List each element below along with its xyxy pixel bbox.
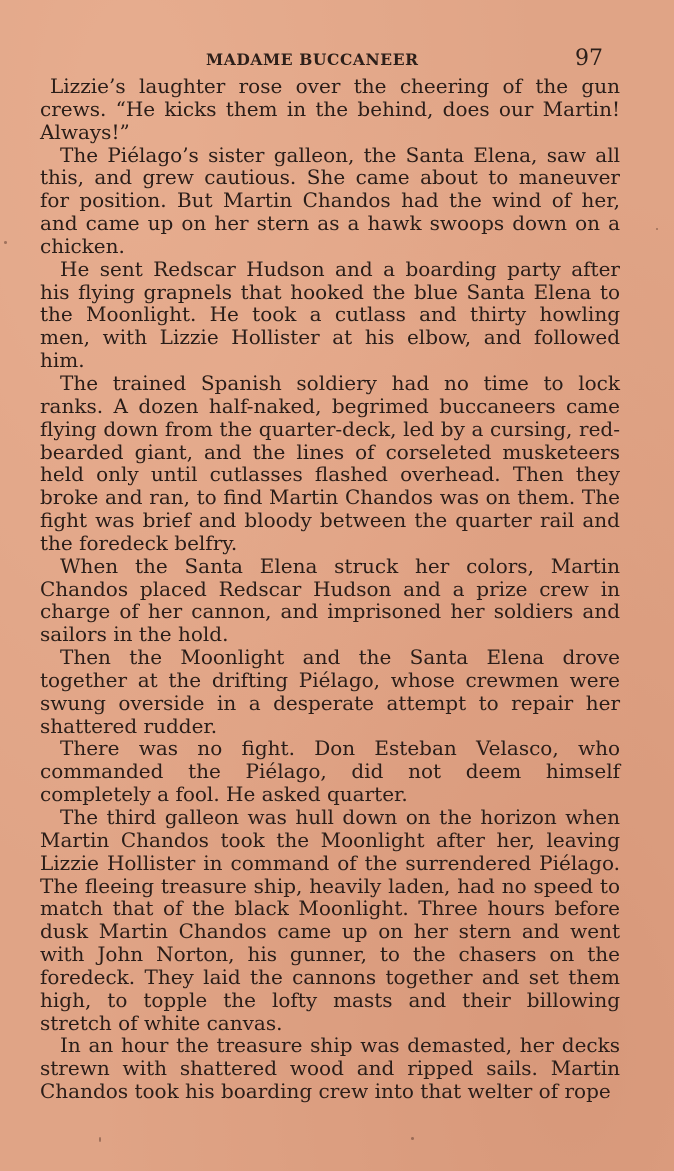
paragraph: The third galleon was hull down on the horizon when Martin Chandos took the Moonlight after her, leaving Lizzie Hollister in command of the surrendered Piélago. The fleeing treasure ship, heavily laden, had no speed to match that of the black Moonlight. Three hours before dusk Martin Chandos came up on her stern and went with John Norton, his gunner, to the chasers on the foredeck. They laid the cannons together and set them high, to topple the lofty masts and their billowing stretch of white canvas. [40, 805, 620, 1035]
body-text [40, 75, 620, 1103]
paragraph: When the Santa Elena struck her colors, Martin Chandos placed Redscar Hudson and a prize crew in charge of her cannon, and imprisoned her soldiers and sailors in the hold. [40, 553, 620, 647]
paper-speck [656, 228, 658, 230]
paragraph: Then the Moonlight and the Santa Elena drove together at the drifting Piélago, whose crewmen were swung overside in a desperate attempt to repair her shattered rudder. [40, 645, 620, 738]
running-head [0, 46, 674, 76]
paragraph: The Piélago’s sister galleon, the Santa Elena, saw all this, and grew cautious. She came about to maneuver for position. But Martin Chandos had the wind of her, and came up on her stern as a hawk swoops down on a chicken. [40, 142, 620, 258]
running-title: MADAME BUCCANEER [206, 50, 419, 69]
page-number: 97 [575, 46, 603, 71]
paragraph: In an hour the treasure ship was demasted, her decks strewn with shattered wood and ripped sails. Martin Chandos took his boarding crew into that welter of rope [40, 1033, 620, 1104]
paragraph: He sent Redscar Hudson and a boarding party after his flying grapnels that hooked the blue Santa Elena to the Moonlight. He took a cutlass and thirty howling men, with Lizzie Hollister at his elbow, and followed him. [40, 256, 620, 373]
paragraph: There was no fight. Don Esteban Velasco, who commanded the Piélago, did not deem himself completely a fool. He asked quarter. [40, 736, 620, 807]
paper-speck [99, 1137, 101, 1142]
paper-speck [4, 241, 7, 244]
paragraph: The trained Spanish soldiery had no time to lock ranks. A dozen half-naked, begrimed buccaneers came flying down from the quarter-deck, led by a cursing, red-bearded giant, and the lines of corseleted musketeers held only until cutlasses flashed overhead. Then they broke and ran, to find Martin Chandos was on them. The fight was brief and bloody between the quarter rail and the foredeck belfry. [40, 370, 620, 555]
paragraph: Lizzie’s laughter rose over the cheering of the gun crews. “He kicks them in the behind, does our Martin! Always!” [40, 74, 620, 144]
paper-speck [411, 1137, 414, 1140]
